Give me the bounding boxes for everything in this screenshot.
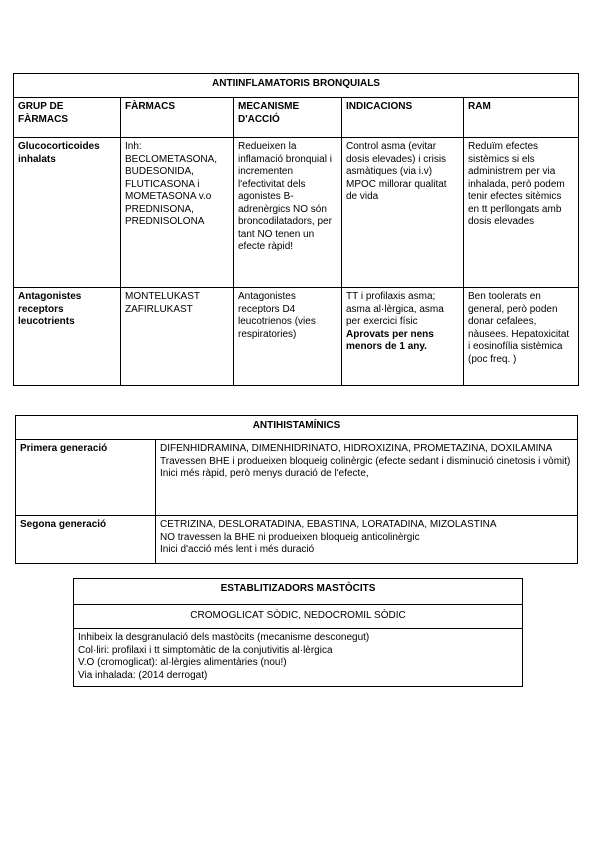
mast-cell-stabilizers-table [73, 578, 523, 687]
generation-details [156, 440, 578, 516]
drug-line: PREDNISOLONA [125, 216, 205, 227]
antihistamines-table [15, 415, 578, 564]
detail-line: Via inhalada: (2014 derrogat) [78, 669, 208, 681]
table-title: ESTABLITIZADORS MASTÒCITS [74, 579, 523, 605]
drug-line: FLUTICASONA i [125, 178, 200, 190]
table-row [14, 138, 579, 288]
table-row [16, 440, 578, 516]
drug-line: MONTELUKAST [125, 291, 201, 302]
group-cell: Antagonistes receptors leucotrients [14, 288, 121, 386]
table-subtitle: CROMOGLICAT SÒDIC, NEDOCROMIL SÒDIC [74, 605, 523, 629]
drug-line: Inh: [125, 141, 142, 152]
generation-details [156, 516, 578, 564]
stabilizer-details [74, 629, 523, 687]
detail-line: NO travessen la BHE ni produeixen bloqueig anticolinèrgic [160, 531, 420, 543]
table-row [14, 288, 579, 386]
indications-cell: Control asma (evitar dosis elevades) i crisis asmàtiques (via i.v) MPOC millorar qualitat de vida [342, 138, 464, 288]
table-row [16, 516, 578, 564]
header-ram: RAM [464, 98, 579, 138]
mechanism-cell: Redueixen la inflamació bronquial i incrementen l'efectivitat dels agonistes B-adrenèrgics NO són broncodilatadors, per tant NO tenen un efecte ràpid! [234, 138, 342, 288]
detail-line: V.O (cromoglicat): al·lèrgies alimentàries (nou!) [78, 657, 287, 668]
drugs-cell [121, 138, 234, 288]
header-drugs: FÀRMACS [121, 98, 234, 138]
header-mechanism: MECANISME D'ACCIÓ [234, 98, 342, 138]
mechanism-cell: Antagonistes receptors D4 leucotrienos (vies respiratories) [234, 288, 342, 386]
generation-label: Primera generació [16, 440, 156, 516]
detail-line: Inici més ràpid, però menys duració de l'efecte, [160, 468, 369, 479]
indications-text: TT i profilaxis asma; asma al·lèrgica, asma per exercici físic [346, 291, 444, 327]
drug-line: BECLOMETASONA, [125, 153, 218, 165]
group-cell: Glucocorticoides inhalats [14, 138, 121, 288]
generation-label: Segona generació [16, 516, 156, 564]
table-title: ANTIINFLAMATORIS BRONQUIALS [14, 74, 579, 98]
anti-inflammatory-table [13, 73, 579, 386]
detail-line: CETRIZINA, DESLORATADINA, EBASTINA, LORATADINA, MIZOLASTINA [160, 519, 497, 530]
table-title: ANTIHISTAMÍNICS [16, 416, 578, 440]
detail-line: Inhibeix la desgranulació dels mastòcits (mecanisme desconegut) [78, 632, 370, 643]
drug-line: ZAFIRLUKAST [125, 303, 193, 315]
detail-line: DIFENHIDRAMINA, DIMENHIDRINATO, HIDROXIZINA, PROMETAZINA, DOXILAMINA [160, 443, 553, 454]
drug-line: PREDNISONA, [125, 203, 194, 215]
detail-line: Col·liri: profilaxi i tt simptomàtic de la conjutivitis al·lèrgica [78, 644, 333, 656]
indications-bold-text: Aprovats per nens menors de 1 any. [346, 328, 434, 352]
drugs-cell [121, 288, 234, 386]
detail-line: Inici d'acció més lent i més duració [160, 544, 315, 555]
header-indications: INDICACIONS [342, 98, 464, 138]
detail-line: Travessen BHE i produeixen bloqueig colinèrgic (efecte sedant i disminució cinetosis i vòmit) [160, 455, 571, 467]
drug-line: BUDESONIDA, [125, 166, 194, 177]
drug-line: MOMETASONA v.o [125, 191, 212, 202]
ram-cell: Reduïm efectes sistèmics si els administrem per via inhalada, però podem tenir efectes sitèmics en tt perllongats amb dosis elevades [464, 138, 579, 288]
ram-cell: Ben toolerats en general, però poden donar cefalees, nàusees. Hepatoxicitat i eosinofília sistèmica (poc freq. ) [464, 288, 579, 386]
header-group: GRUP DE FÀRMACS [14, 98, 121, 138]
indications-cell [342, 288, 464, 386]
